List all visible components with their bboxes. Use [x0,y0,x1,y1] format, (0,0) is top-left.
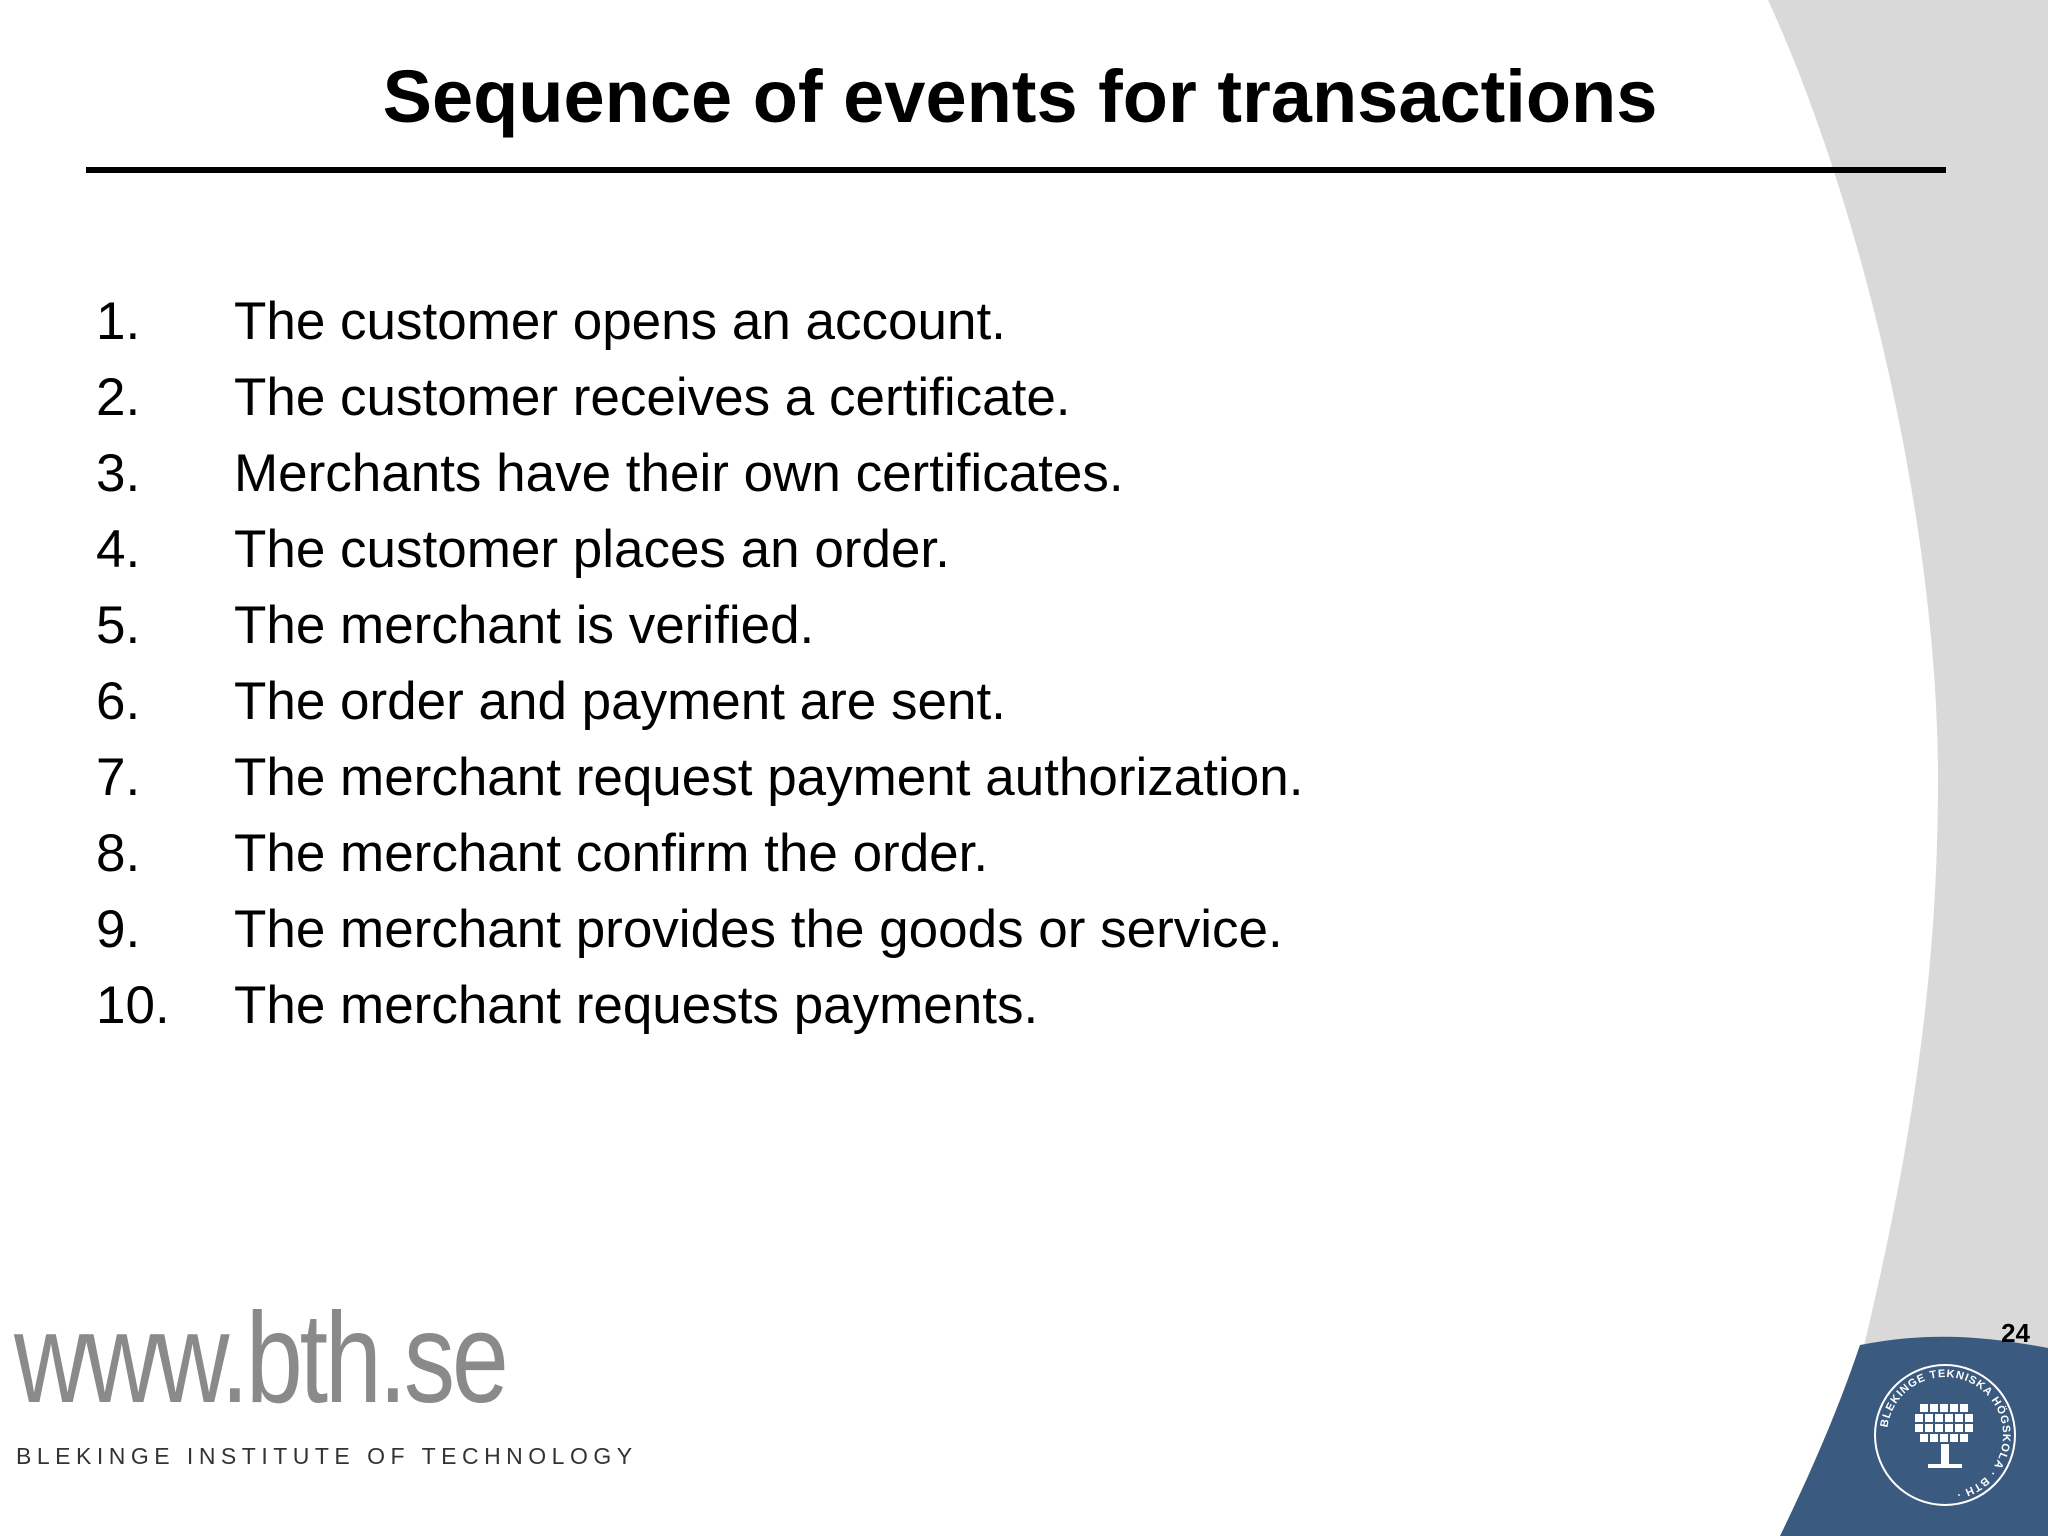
list-item-number: 10. [96,976,170,1035]
list-item-number: 9. [96,900,141,959]
list-item-text: The customer places an order. [234,520,950,579]
list-item [96,968,1303,1044]
list-item-text: The merchant requests payments. [234,976,1039,1035]
bth-url-logo: www.bth.se [14,1287,506,1430]
list-item-number: 7. [96,748,141,807]
list-item [96,664,1303,740]
list-item [96,360,1303,436]
list-item-text: The merchant request payment authorization. [234,748,1304,807]
list-item-number: 1. [96,292,141,351]
list-item [96,436,1303,512]
list-item-number: 6. [96,672,141,731]
list-item-number: 8. [96,824,141,883]
list-item-number: 5. [96,596,141,655]
page-number: 24 [2001,1318,2030,1348]
list-item-number: 3. [96,444,141,503]
list-item-number: 2. [96,368,141,427]
list-item-text: The merchant is verified. [234,596,815,655]
event-list [96,284,1303,1044]
list-item [96,740,1303,816]
institute-name: BLEKINGE INSTITUTE OF TECHNOLOGY [16,1443,638,1469]
list-item-number: 4. [96,520,141,579]
bth-emblem-icon [1870,1360,2020,1510]
list-item-text: Merchants have their own certificates. [234,444,1124,503]
list-item [96,284,1303,360]
list-item [96,816,1303,892]
list-item [96,892,1303,968]
svg-text:BLEKINGE TEKNISKA HÖGSKOLA · B: BLEKINGE TEKNISKA HÖGSKOLA · BTH · [1878,1367,2013,1501]
list-item-text: The merchant confirm the order. [234,824,989,883]
slide-title: Sequence of events for transactions [382,55,1658,138]
list-item-text: The merchant provides the goods or service. [234,900,1283,959]
title-divider [86,167,1946,173]
list-item [96,512,1303,588]
list-item-text: The customer receives a certificate. [234,368,1071,427]
list-item-text: The order and payment are sent. [234,672,1006,731]
list-item-text: The customer opens an account. [234,292,1006,351]
list-item [96,588,1303,664]
